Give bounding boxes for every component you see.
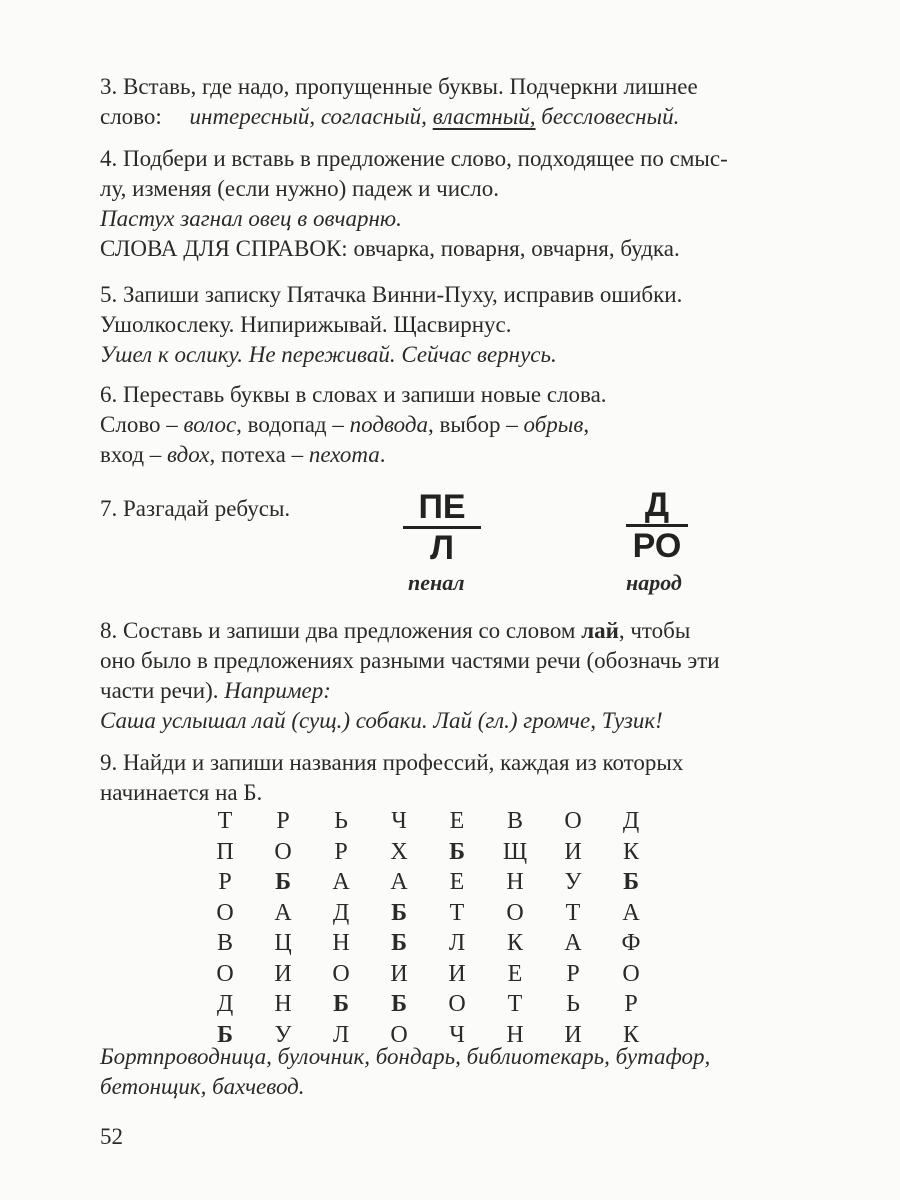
ex3-line1: 3. Вставь, где надо, пропущенные буквы. Подчеркни лишнее xyxy=(100,74,698,99)
ex4-hint: СЛОВА ДЛЯ СПРАВОК: овчарка, поварня, овчарня, будка. xyxy=(100,236,680,261)
grid-letter: Р xyxy=(334,838,348,865)
grid-letter: И xyxy=(390,960,408,987)
grid-letter: Ь xyxy=(334,808,348,834)
grid-letter: Х xyxy=(390,838,408,865)
grid-letter: Р xyxy=(218,869,232,895)
grid-letter: А xyxy=(274,899,292,926)
grid-letter: А xyxy=(622,899,640,926)
grid-letter: Б xyxy=(623,869,639,895)
grid-letter: И xyxy=(448,960,466,987)
grid-letter: Н xyxy=(506,1021,524,1048)
grid-letter: О xyxy=(216,960,234,987)
grid-letter: К xyxy=(622,1021,639,1048)
grid-letter: К xyxy=(622,838,639,865)
grid-letter: Е xyxy=(449,869,465,895)
grid-letter: И xyxy=(274,960,292,987)
page-number: 52 xyxy=(100,1124,123,1149)
ex6-word: вход – xyxy=(100,442,168,467)
grid-letter: О xyxy=(390,1021,408,1048)
ex9-line1: 9. Найди и запиши названия профессий, каждая из которых xyxy=(100,750,684,775)
grid-letter: У xyxy=(564,869,582,895)
ex8-line2: оно было в предложениях разными частями речи (обозначь эти xyxy=(100,648,720,673)
grid-letter: А xyxy=(564,930,582,956)
grid-letter: Н xyxy=(332,930,350,956)
ex5-line2: Ушолкослеку. Нипирижывай. Щасвирнус. xyxy=(100,312,512,337)
grid-letter: Т xyxy=(565,899,581,926)
grid-letter: Б xyxy=(333,991,349,1017)
ex9-line2: начинается на Б. xyxy=(100,780,263,805)
grid-letter: Ф xyxy=(621,930,641,956)
ex6-punct: , xyxy=(583,412,590,437)
ex5-line1: 5. Запиши записку Пятачка Винни-Пуху, исправив ошибки. xyxy=(100,282,683,307)
ex3-word-3-underlined: властный, xyxy=(432,104,536,129)
grid-letter: Т xyxy=(217,808,233,834)
grid-letter: В xyxy=(216,930,233,956)
rebus-2-bottom: РО xyxy=(632,527,682,565)
ex8-text: части речи). xyxy=(100,678,225,703)
rebus-1 xyxy=(403,490,481,565)
grid-letter: Д xyxy=(332,899,350,926)
grid-letter: Е xyxy=(507,960,523,987)
grid-letter: Ч xyxy=(449,1021,465,1048)
rebus-1-answer: пенал xyxy=(408,570,465,595)
grid-letter: Ь xyxy=(566,991,580,1017)
grid-letter: О xyxy=(274,838,292,865)
rebus-2-answer: народ xyxy=(626,570,682,595)
ex6-word: , потеха – xyxy=(209,442,309,467)
grid-letter: О xyxy=(506,899,524,926)
ex6-answer-word: обрыв xyxy=(523,412,584,437)
grid-letter: Щ xyxy=(502,838,528,865)
ex8-line1 xyxy=(100,616,690,646)
ex4-line2: лу, изменяя (если нужно) падеж и число. xyxy=(100,176,499,201)
ex4-answer: Пастух загнал овец в овчарню. xyxy=(100,206,402,231)
ex8-line3 xyxy=(100,676,331,706)
grid-letter: Е xyxy=(449,808,465,834)
grid-letter: Б xyxy=(391,899,407,926)
ex9-answer-line2: бетонщик, бахчевод. xyxy=(100,1074,305,1099)
ex5-answer: Ушел к ослику. Не переживай. Сейчас вернусь. xyxy=(100,342,557,367)
grid-letter: Б xyxy=(217,1021,233,1048)
grid-letter: Д xyxy=(622,808,640,834)
ex6-answer-word: вдох xyxy=(167,442,210,467)
grid-letter: Р xyxy=(566,960,580,987)
grid-letter: Ц xyxy=(274,930,292,956)
grid-letter: Л xyxy=(448,930,466,956)
grid-letter: Л xyxy=(332,1021,350,1048)
grid-letter: О xyxy=(448,991,466,1017)
grid-letter: А xyxy=(390,869,408,895)
ex6-line3 xyxy=(100,440,386,470)
grid-letter: Н xyxy=(274,991,292,1017)
ex7-line1: 7. Разгадай ребусы. xyxy=(100,496,291,521)
ex3-prefix: слово: xyxy=(100,104,162,129)
ex3-word-4: бессловесный. xyxy=(541,104,680,129)
grid-letter: Б xyxy=(449,838,465,865)
grid-letter: Б xyxy=(391,991,407,1017)
grid-letter: П xyxy=(216,838,234,865)
grid-letter: И xyxy=(564,1021,582,1048)
ex8-keyword: лай xyxy=(581,618,619,643)
grid-letter: О xyxy=(622,960,640,987)
ex8-text: , чтобы xyxy=(618,618,691,643)
ex9-answer-line1: Бортпроводница, булочник, бондарь, библиотекарь, бутафор, xyxy=(100,1044,711,1069)
rebus-2 xyxy=(626,488,688,563)
ex6-word: Слово – xyxy=(100,412,184,437)
ex3-word-1: интересный, xyxy=(189,104,316,129)
ex4-line1: 4. Подбери и вставь в предложение слово, подходящее по смыс- xyxy=(100,146,728,171)
grid-letter: О xyxy=(216,899,234,926)
rebus-1-top: ПЕ xyxy=(418,488,466,526)
rebus-1-bottom: Л xyxy=(430,529,454,567)
grid-letter: Б xyxy=(391,930,407,956)
grid-letter: Б xyxy=(275,869,291,895)
ex6-punct: . xyxy=(379,442,386,467)
ex8-example-label: Например: xyxy=(224,678,331,703)
grid-letter: Ч xyxy=(391,808,407,834)
grid-letter: Д xyxy=(216,991,234,1017)
grid-letter: И xyxy=(564,838,582,865)
ex3-word-2: согласный, xyxy=(320,104,427,129)
grid-letter: У xyxy=(274,1021,292,1048)
ex6-answer-word: пехота xyxy=(308,442,380,467)
ex6-answer-word: подвода xyxy=(349,412,428,437)
ex6-answer-word: волос xyxy=(183,412,237,437)
grid-letter: Р xyxy=(624,991,638,1017)
ex6-word: , водопад – xyxy=(236,412,350,437)
ex6-word: , выбор – xyxy=(427,412,524,437)
ex8-answer: Саша услышал лай (сущ.) собаки. Лай (гл.) громче, Тузик! xyxy=(100,708,663,733)
grid-letter: А xyxy=(332,869,350,895)
grid-letter: Т xyxy=(507,991,523,1017)
ex8-text: 8. Составь и запиши два предложения со словом xyxy=(100,618,582,643)
ex6-line2 xyxy=(100,410,589,440)
rebus-2-top: Д xyxy=(644,486,670,524)
grid-letter: Н xyxy=(506,869,524,895)
grid-letter: О xyxy=(332,960,350,987)
ex6-line1: 6. Переставь буквы в словах и запиши новые слова. xyxy=(100,382,607,407)
grid-letter: Р xyxy=(276,808,290,834)
grid-letter: Т xyxy=(449,899,465,926)
grid-letter: В xyxy=(506,808,523,834)
grid-letter: К xyxy=(506,930,523,956)
ex3-line2 xyxy=(100,102,679,132)
grid-letter: О xyxy=(564,808,582,834)
